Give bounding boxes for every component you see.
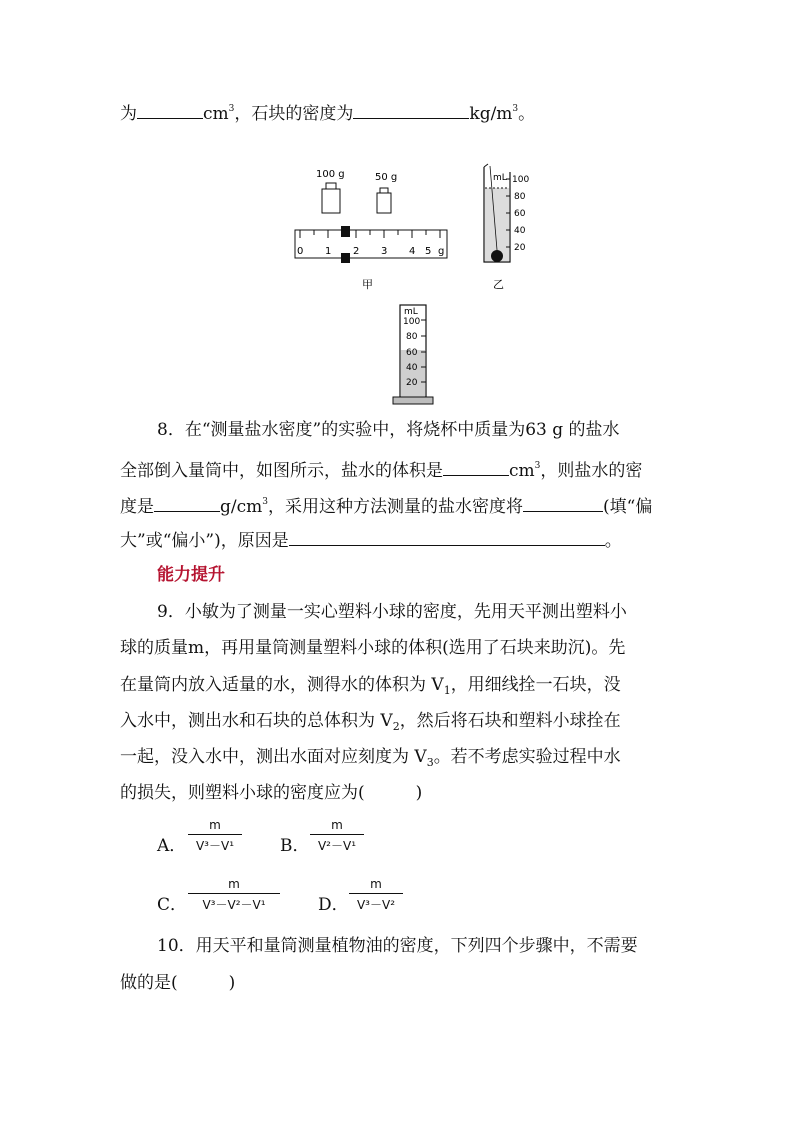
option-d-label[interactable]: D． (318, 895, 349, 915)
option-d-fraction: m V³－V² (349, 877, 403, 913)
cyl2-unit: mL (404, 307, 418, 317)
q9-line1: 9．小敏为了测量一实心塑料小球的密度，先用天平测出塑料小 (157, 602, 627, 622)
weight-100g-label: 100 g (316, 169, 345, 180)
answer-blank[interactable] (353, 102, 469, 119)
cyl2-tick-80: 80 (406, 332, 418, 342)
cyl2-tick-60: 60 (406, 348, 418, 358)
q8-line3: 度是 $g/cm^3$，采用这种方法测量的盐水密度将 (填“偏 (120, 497, 653, 517)
answer-blank[interactable] (443, 459, 509, 476)
cyl1-tick-80: 80 (514, 192, 526, 202)
answer-blank[interactable] (154, 495, 220, 512)
section-title: 能力提升 (157, 565, 225, 585)
cyl1-tick-20: 20 (514, 243, 526, 253)
label-jia: 甲 (362, 278, 373, 291)
answer-blank[interactable] (137, 102, 203, 119)
weight-50g (377, 193, 391, 213)
label-yi: 乙 (493, 278, 504, 291)
q9-line6: 的损失，则塑料小球的密度应为( ) (120, 783, 423, 803)
scale-tick-4: 4 (409, 246, 416, 257)
rider-bottom (341, 253, 350, 263)
option-b-fraction: m V²－V¹ (310, 818, 364, 854)
q9-line2: 球的质量m，再用量筒测量塑料小球的体积(选用了石块来助沉)。先 (120, 638, 626, 658)
rider-top (341, 226, 350, 237)
q10-line1: 10．用天平和量筒测量植物油的密度，下列四个步骤中，不需要 (157, 936, 638, 956)
cyl2-tick-20: 20 (406, 378, 418, 388)
q9-line5: 一起，没入水中，测出水面对应刻度为 $V_3$。若不考虑实验过程中水 (120, 747, 621, 769)
scale-tick-1: 1 (325, 246, 332, 257)
option-a-label[interactable]: A． (157, 836, 187, 856)
top-answer-line: 为 $cm^3$，石块的密度为 $kg/m^3$。 (120, 104, 536, 124)
cyl1-tick-60: 60 (514, 209, 526, 219)
q8-line1: 8．在“测量盐水密度”的实验中，将烧杯中质量为63 g 的盐水 (157, 420, 620, 440)
q9-line3: 在量筒内放入适量的水，测得水的体积为 $V_1$，用细线拴一石块，没 (120, 675, 621, 697)
stone-in-cylinder (491, 250, 503, 262)
scale-tick-3: 3 (381, 246, 388, 257)
option-c-label[interactable]: C． (157, 895, 188, 915)
cyl1-tick-40: 40 (514, 226, 526, 236)
option-b-label[interactable]: B． (280, 836, 310, 856)
cyl2-tick-100: 100 (403, 317, 421, 327)
scale-tick-2: 2 (353, 246, 360, 257)
q8-line4: 大”或“偏小”)，原因是 。 (120, 531, 622, 551)
scale-unit: g (438, 246, 445, 257)
answer-blank[interactable] (289, 529, 605, 546)
option-a-fraction: m V³－V¹ (188, 818, 242, 854)
answer-blank[interactable] (523, 495, 603, 512)
q10-line2: 做的是( ) (120, 973, 236, 993)
cyl1-tick-100: 100 (512, 175, 530, 185)
cyl1-unit: mL (493, 173, 507, 183)
weight-50g-label: 50 g (375, 172, 398, 183)
scale-tick-5: 5 (425, 246, 432, 257)
option-c-fraction: m V³－V²－V¹ (188, 877, 280, 913)
cyl2-tick-40: 40 (406, 363, 418, 373)
scale-tick-0: 0 (297, 246, 304, 257)
weight-100g (322, 189, 340, 213)
q9-line4: 入水中，测出水和石块的总体积为 $V_2$，然后将石块和塑料小球拴在 (120, 711, 621, 733)
q8-line2: 全部倒入量筒中，如图所示，盐水的体积是 $cm^3$，则盐水的密 (120, 461, 643, 481)
